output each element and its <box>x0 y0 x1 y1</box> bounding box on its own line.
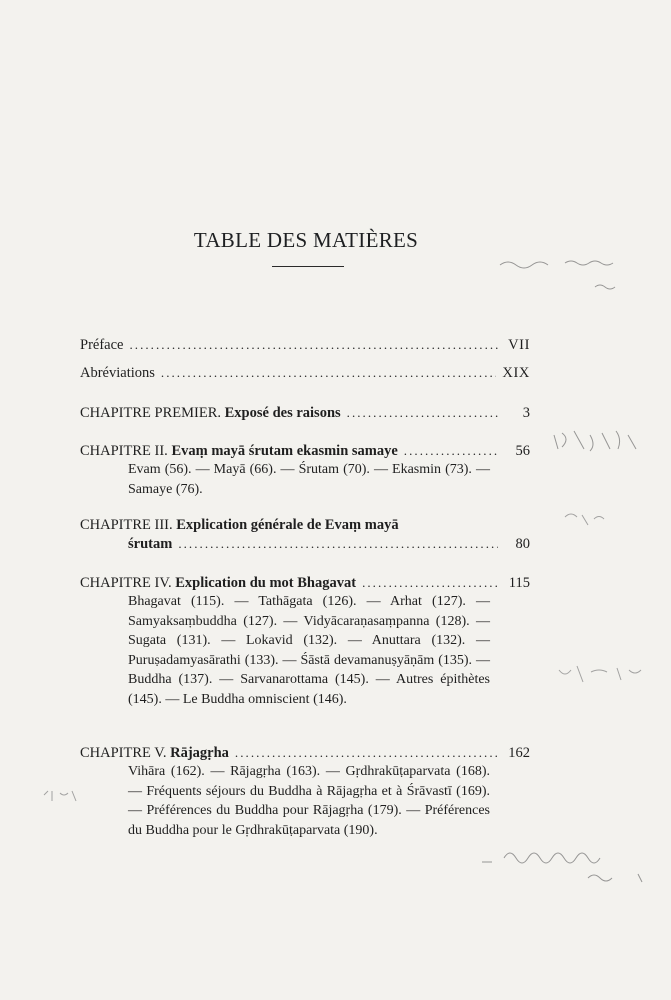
leader-dots <box>161 365 497 382</box>
leader-dots <box>178 536 498 553</box>
toc-entry-chapter-3[interactable] <box>80 517 530 553</box>
entry-page: 80 <box>515 536 530 552</box>
margin-pencil-note <box>555 660 655 690</box>
chapter-contents: Evam (56). — Mayā (66). — Śrutam (70). — Ekasmin (73). — Samaye (76). <box>128 462 490 497</box>
leader-dots <box>347 405 498 422</box>
entry-page: VII <box>508 337 530 353</box>
chapter-heading-cont: śrutam <box>128 536 173 552</box>
chapter-number: CHAPITRE V. <box>80 745 167 761</box>
chapter-heading: Explication générale de Evaṃ mayā <box>176 517 399 533</box>
toc-entry-preface[interactable] <box>80 337 530 354</box>
entry-label: Abréviations <box>80 365 155 381</box>
margin-pencil-note <box>40 785 90 805</box>
toc-entry-chapter-1[interactable] <box>80 405 530 422</box>
chapter-number: CHAPITRE PREMIER. <box>80 405 221 421</box>
chapter-heading: Explication du mot Bhagavat <box>175 575 357 591</box>
leader-dots <box>129 337 498 354</box>
entry-page: 162 <box>508 745 530 761</box>
leader-dots <box>362 575 498 592</box>
chapter-contents: Bhagavat (115). — Tathāgata (126). — Arhat (127). — Samyaksaṃbuddha (127). — Vidyācaraṇasaṃpanna (128). — Sugata (131). — Lokavid (132). — Anuttara (132). — Puruṣadamyasārathi (133). — Śāstā devamanuṣyāṇām (135). — Buddha (137). — Sarvanarottama (145). — Autres épithètes (145). — Le Buddha omniscient (146). <box>128 594 490 707</box>
entry-page: XIX <box>502 365 530 381</box>
entry-page: 3 <box>522 405 530 421</box>
chapter-contents: Vihāra (162). — Rājagṛha (163). — Gṛdhrakūṭaparvata (168). — Fréquents séjours du Buddha à Rājagṛha et à Śrāvastī (169). — Préférences du Buddha pour Rājagṛha (179). — Préférences du Buddha pour le Gṛdhrakūṭaparvata (190). <box>128 764 490 838</box>
toc-entry-chapter-5[interactable] <box>80 745 530 840</box>
margin-pencil-note <box>495 245 655 295</box>
toc-entry-chapter-4[interactable] <box>80 575 530 709</box>
leader-dots <box>235 745 498 762</box>
chapter-heading: Evaṃ mayā śrutam ekasmin samaye <box>171 443 398 459</box>
chapter-number: CHAPITRE III. <box>80 517 173 533</box>
margin-pencil-note <box>550 425 650 460</box>
leader-dots <box>404 443 498 460</box>
toc-entry-abreviations[interactable] <box>80 365 530 382</box>
chapter-number: CHAPITRE IV. <box>80 575 172 591</box>
margin-pencil-note <box>478 840 658 890</box>
margin-pencil-note <box>560 505 650 535</box>
entry-page: 56 <box>515 443 530 459</box>
entry-page: 115 <box>508 575 530 591</box>
chapter-number: CHAPITRE II. <box>80 443 168 459</box>
toc-entry-chapter-2[interactable] <box>80 443 530 499</box>
page-title: TABLE DES MATIÈRES <box>193 228 419 252</box>
entry-label: Préface <box>80 337 124 353</box>
title-rule <box>272 266 344 267</box>
chapter-heading: Rājagṛha <box>170 745 229 761</box>
chapter-heading: Exposé des raisons <box>224 405 341 421</box>
